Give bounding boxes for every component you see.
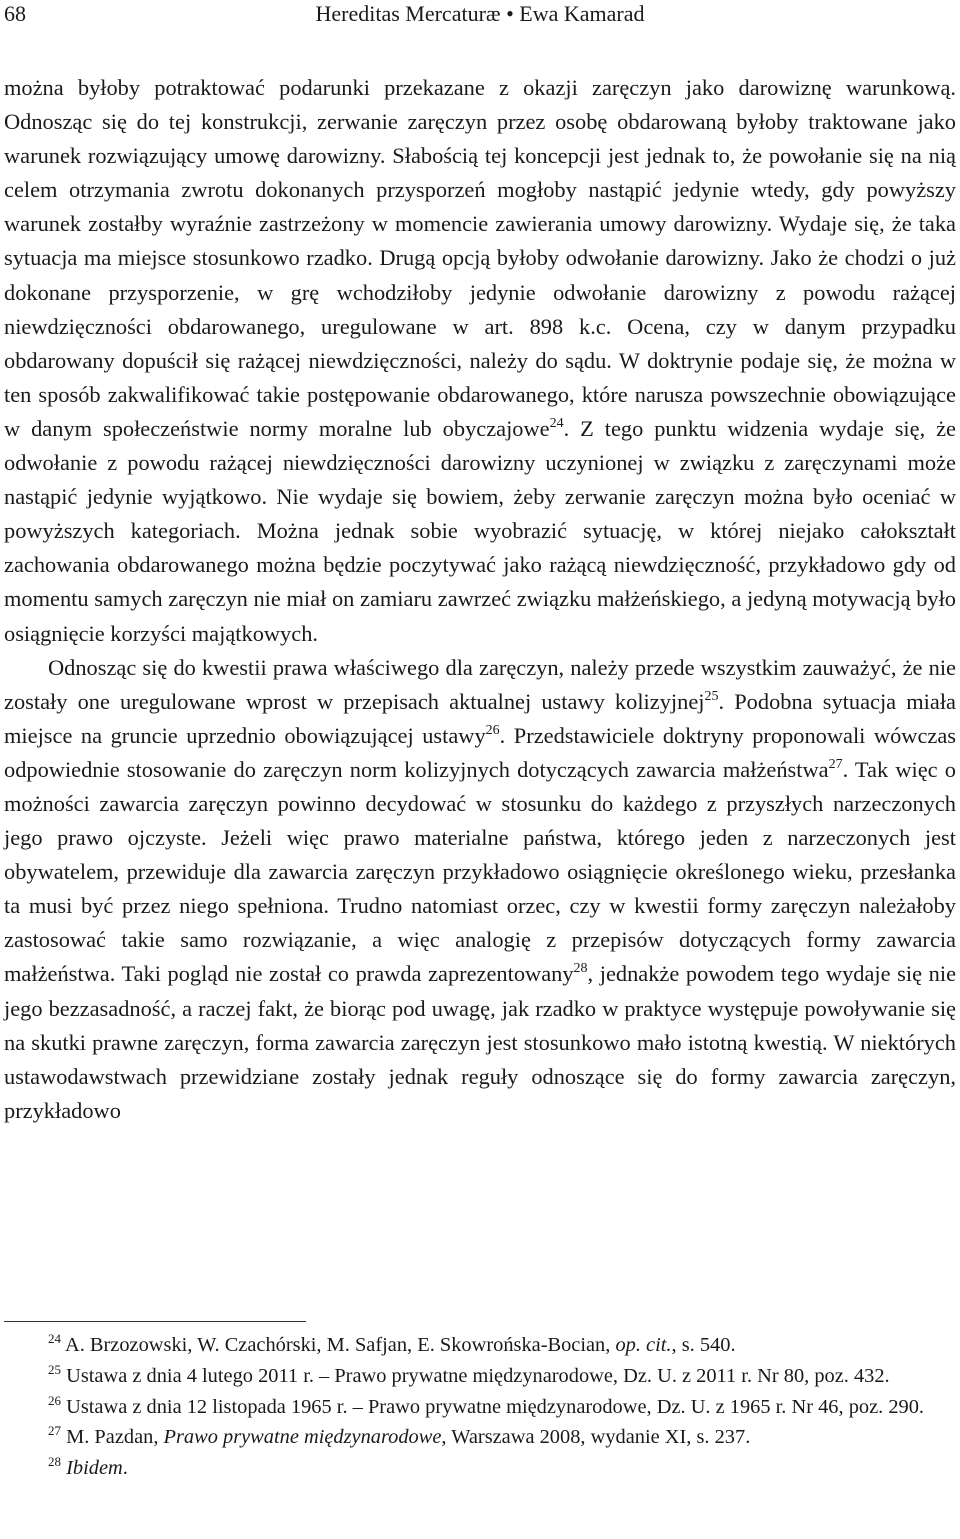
paragraph-text: , jednakże powodem tego wydaje się nie jego bezzasadność, a raczej fakt, że biorąc pod uwagę, jak rzadko w praktyce występuje powoływanie się na skutki prawne zaręczyn, forma zawarcia zaręczyn jest stosunkowo mało istotną kwestią. W niektórych ustawodawstwach przewidziane zostały jednak reguły odnoszące się do formy zawarcia zaręczyn, przykładowo: [4, 961, 957, 1123]
footnote-ref[interactable]: 24: [549, 415, 564, 431]
footnote-text: Ustawa z dnia 4 lutego 2011 r. – Prawo prywatne międzynarodowe, Dz. U. z 2011 r. Nr 80, poz. 432.: [66, 1364, 890, 1387]
paragraph-text: można byłoby potraktować podarunki przekazane z okazji zaręczyn jako darowiznę warunkową. Odnosząc się do tej konstrukcji, zerwanie zaręczyn przez osobę obdarowaną byłoby traktowane jako warunek rozwiązujący umowę darowizny. Słabością tej koncepcji jest jednak to, że powołanie się na nią celem otrzymania zwrotu dokonanych przysporzeń mogłoby nastąpić jedynie wtedy, gdy powyższy warunek zostałby wyraźnie zastrzeżony w momencie zawierania umowy darowizny. Wydaje się, że taka sytuacja ma miejsce stosunkowo rzadko. Drugą opcją byłoby odwołanie darowizny. Jako że chodzi o już dokonane przysporzenie, w grę wchodziłoby jedynie odwołanie darowizny z powodu rażącej niewdzięczności obdarowanego, uregulowane w art. 898 k.c. Ocena, czy w danym przypadku obdarowany dopuścił się rażącej niewdzięczności, należy do sądu. W doktrynie podaje się, że można w ten sposób zakwalifikować takie postępowanie obdarowanego, które narusza powszechnie obowiązujące w danym społeczeństwie normy moralne lub obyczajowe: [4, 75, 956, 441]
footnote-24: [4, 1330, 956, 1361]
footnote-26: [4, 1392, 956, 1423]
footnotes: [4, 1330, 956, 1484]
footnote-number: 28: [48, 1454, 61, 1470]
footnote-italic: Prawo prywatne międzynarodowe: [163, 1426, 442, 1449]
footnote-ref[interactable]: 27: [828, 756, 843, 772]
footnote-text: Ustawa z dnia 12 listopada 1965 r. – Prawo prywatne międzynarodowe, Dz. U. z 1965 r. Nr 46, poz. 290.: [66, 1395, 925, 1418]
footnote-number: 27: [48, 1423, 61, 1439]
footnote-text: , s. 540.: [671, 1334, 736, 1356]
page-number: 68: [4, 1, 26, 26]
footnote-28: [4, 1453, 956, 1484]
footnote-ref[interactable]: 26: [485, 722, 500, 738]
footnote-text: , Warszawa 2008, wydanie XI, s. 237.: [441, 1426, 751, 1449]
paragraph-text: Odnosząc się do kwestii prawa właściwego dla zaręczyn, należy przede wszystkim zauważyć, że nie zostały one uregulowane wprost w przepisach aktualnej ustawy kolizyjnej: [4, 654, 956, 714]
footnote-text: M. Pazdan,: [66, 1426, 164, 1449]
footnote-text: A. Brzozowski, W. Czachórski, M. Safjan, E. Skowrońska-Bocian,: [64, 1334, 616, 1356]
running-title: Hereditas Mercaturæ • Ewa Kamarad: [315, 1, 645, 26]
footnote-text: .: [122, 1457, 128, 1480]
footnote-27: [4, 1422, 956, 1453]
paragraph-text: . Przedstawiciele doktryny proponowali wówczas odpowiednie stosowanie do zaręczyn norm kolizyjnych dotyczących zawarcia małżeństwa: [4, 722, 956, 782]
footnote-number: 24: [48, 1331, 61, 1346]
paragraph-text: . Podobna sytuacja miała miejsce na gruncie uprzednio obowiązującej ustawy: [4, 688, 956, 748]
footnote-italic: op. cit.: [615, 1334, 672, 1356]
paragraph-1: [4, 71, 956, 651]
footnote-25: [4, 1361, 956, 1392]
footnote-ref[interactable]: 28: [573, 961, 588, 977]
footnote-number: 26: [48, 1392, 61, 1408]
running-header: [4, 0, 956, 28]
footnote-italic: Ibidem: [66, 1457, 123, 1480]
footnote-number: 25: [48, 1361, 61, 1377]
paragraph-text: . Z tego punktu widzenia wydaje się, że odwołanie z powodu rażącej niewdzięczności darowizny uczynionej w związku z zaręczynami może nastąpić jedynie wyjątkowo. Nie wydaje się bowiem, żeby zerwanie zaręczyn można było oceniać w powyższych kategoriach. Można jednak sobie wyobrazić sytuację, w której niejako całokształt zachowania obdarowanego można będzie poczytywać jako rażącą niewdzięczność, przykładowo gdy od momentu samych zaręczyn nie miał on zamiaru zawrzeć związku małżeńskiego, a jedyną motywacją było osiągnięcie korzyści majątkowych.: [4, 415, 956, 646]
footnote-ref[interactable]: 25: [704, 688, 719, 704]
main-text: [4, 71, 956, 1128]
footnote-divider: [4, 1321, 306, 1322]
paragraph-text: . Tak więc o możności zawarcia zaręczyn powinno decydować w stosunku do każdego z przyszłych narzeczonych jego prawo ojczyste. Jeżeli więc prawo materialne państwa, którego jeden z narzeczonych jest obywatelem, przewiduje dla zawarcia zaręczyn przykładowo osiągnięcie określonego wieku, przesłanka ta musi być przez niego spełniona. Trudno natomiast orzec, czy w kwestii formy zaręczyn należałoby zastosować takie samo rozwiązanie, a więc analogię z przepisów dotyczących formy zawarcia małżeństwa. Taki pogląd nie został co prawda zaprezentowany: [4, 756, 956, 987]
paragraph-2: [4, 651, 956, 1128]
